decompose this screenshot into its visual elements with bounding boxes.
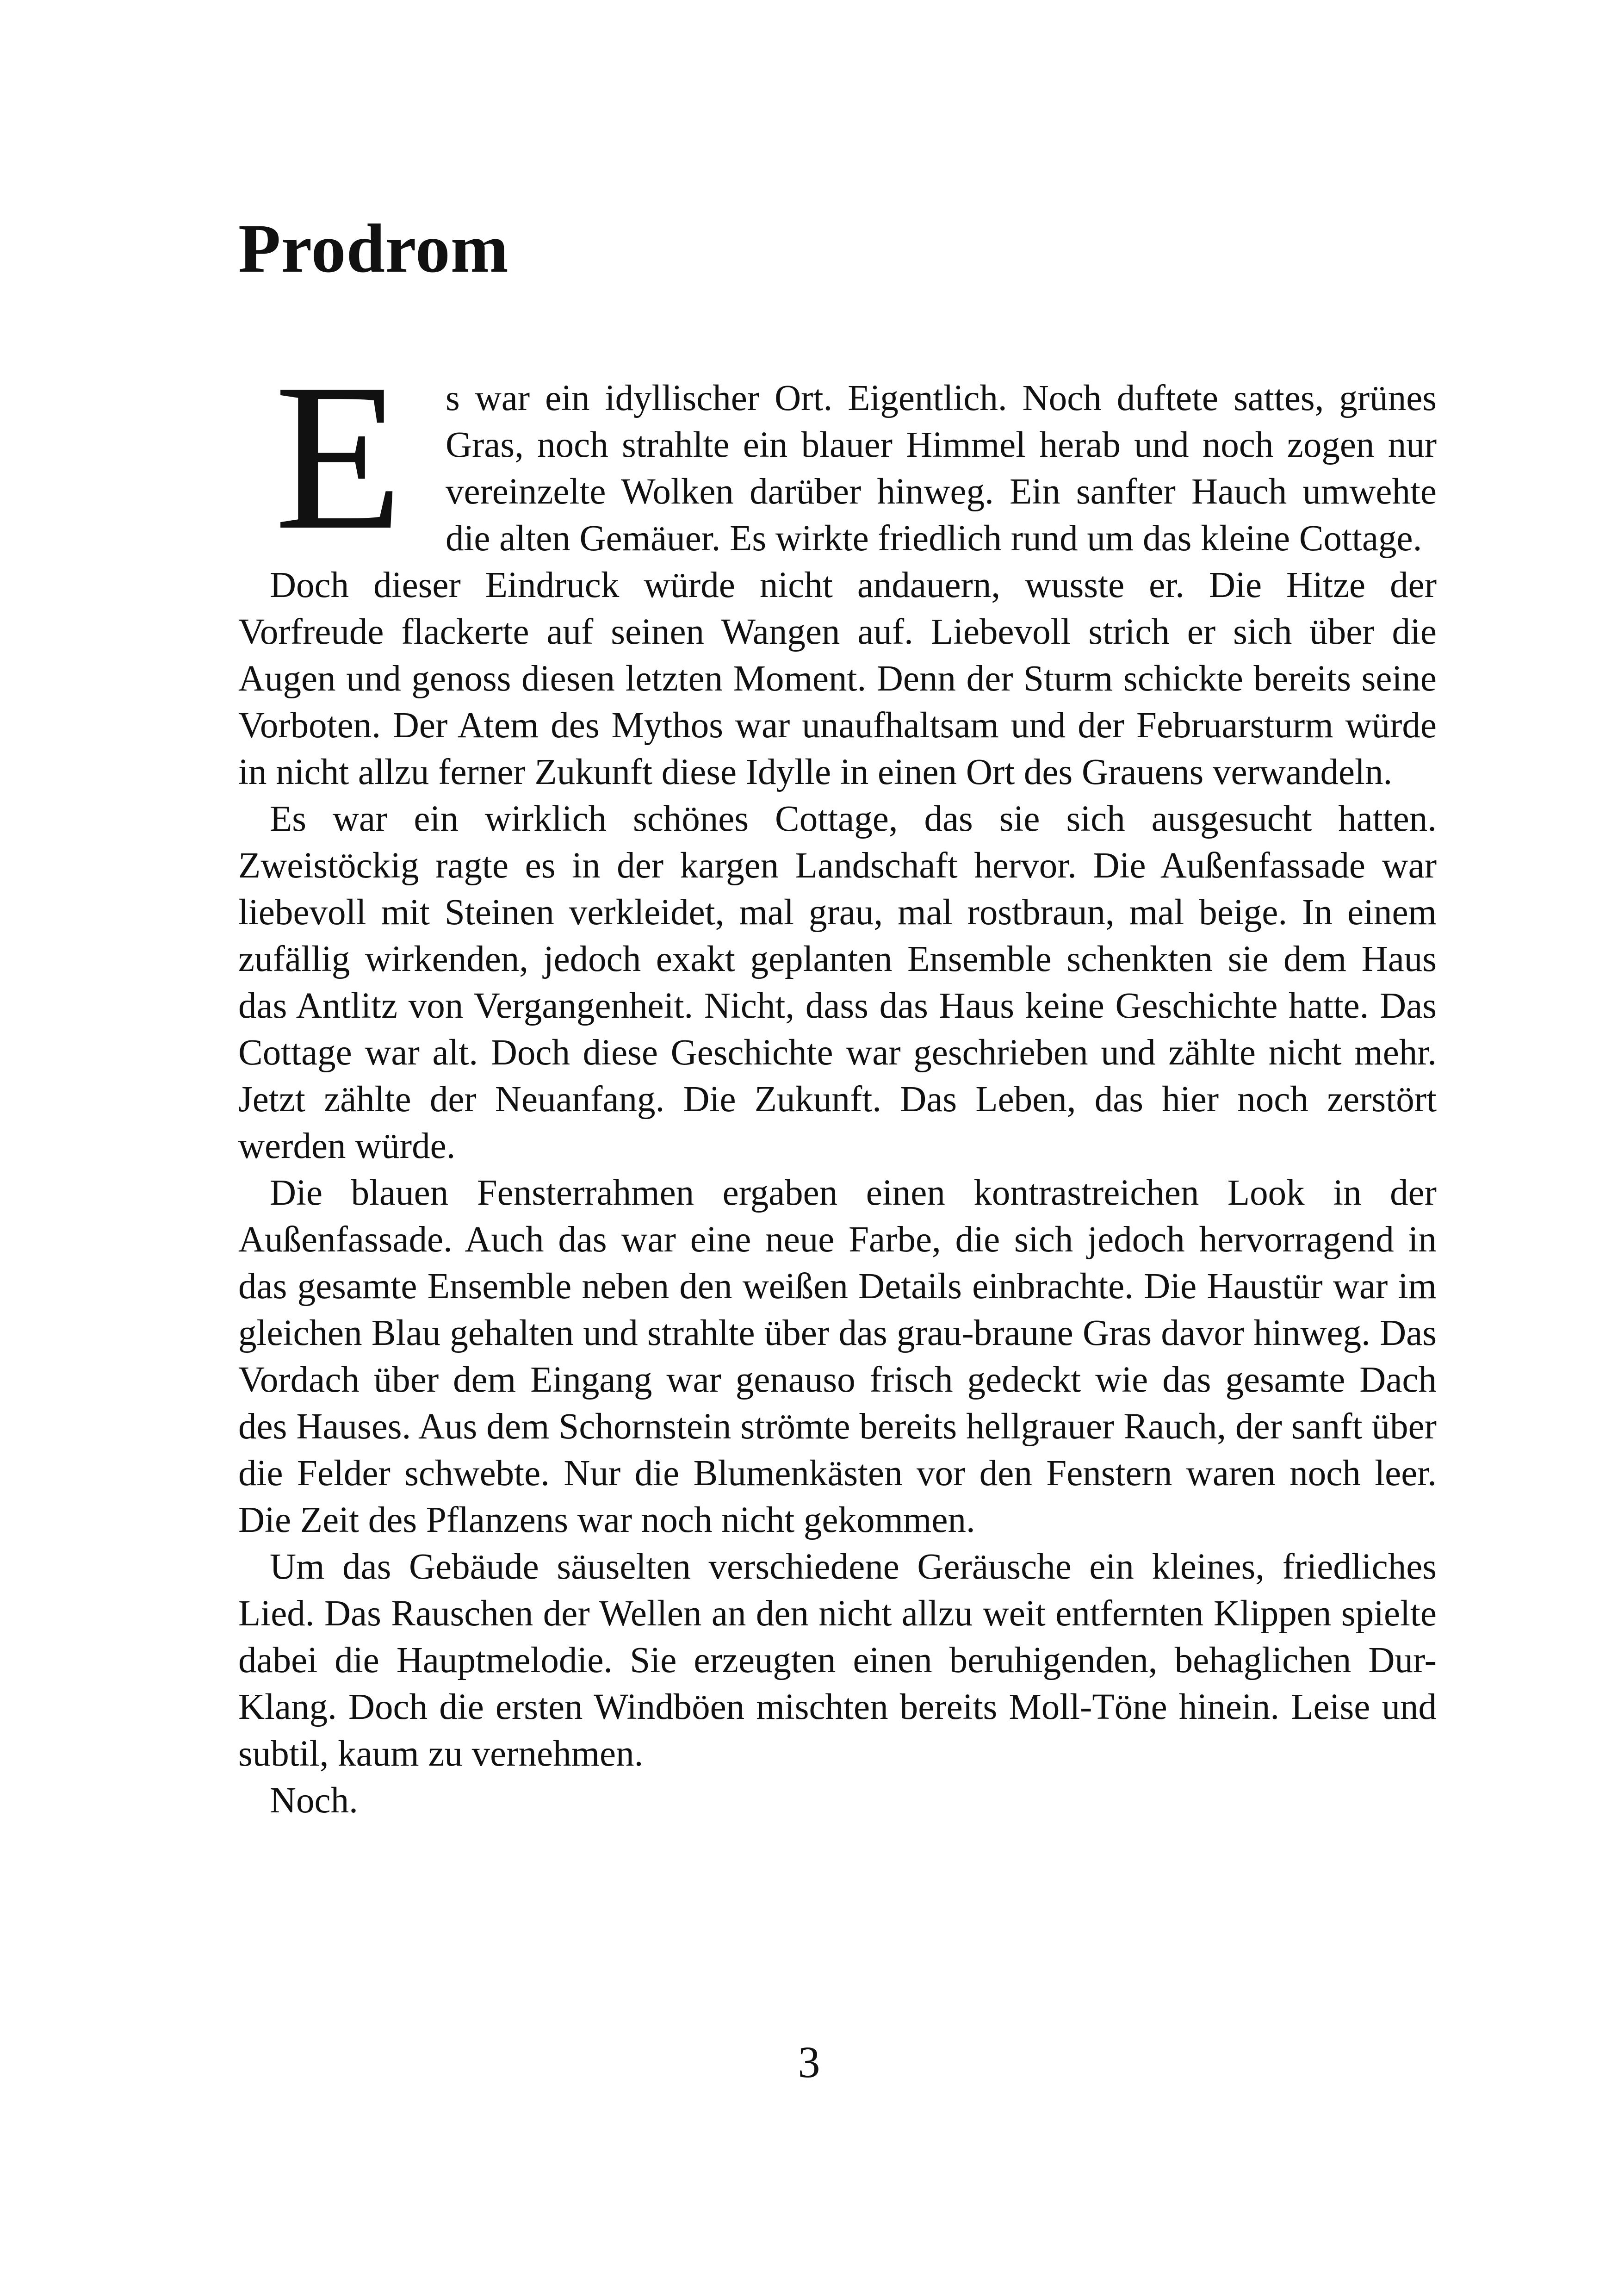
paragraph: Es war ein wirklich schönes Cottage, das sie sich ausgesucht hatten. Zweistöckig ragte es in der kargen Landschaft hervor. Die Außenfassade war liebevoll mit Steinen verkleidet, mal grau, mal rostbraun, mal beige. In einem zufällig wirkenden, jedoch exakt geplanten Ensemble schenkten sie dem Haus das Antlitz von Vergangenheit. Nicht, dass das Haus keine Geschichte hatte. Das Cottage war alt. Doch diese Geschichte war geschrieben und zählte nicht mehr. Jetzt zählte der Neuanfang. Die Zukunft. Das Leben, das hier noch zerstört werden würde. xyxy=(238,799,1437,1166)
paragraph: Um das Gebäude säuselten verschiedene Geräusche ein kleines, friedliches Lied. Das Rauschen der Wellen an den nicht allzu weit entfernten Klippen spielte dabei die Hauptmelodie. Sie erzeugten einen beruhigenden, behaglichen Dur-Klang. Doch die ersten Windböen mischten bereits Moll-Töne hinein. Leise und subtil, kaum zu vernehmen. xyxy=(238,1547,1437,1774)
paragraph: Die blauen Fensterrahmen ergaben einen kontrastreichen Look in der Außenfassade. Auch das war eine neue Farbe, die sich jedoch hervorragend in das gesamte Ensemble neben den weißen Details einbrachte. Die Haustür war im gleichen Blau gehalten und strahlte über das grau-braune Gras davor hinweg. Das Vordach über dem Eingang war genauso frisch gedeckt wie das gesamte Dach des Hauses. Aus dem Schornstein strömte bereits hellgrauer Rauch, der sanft über die Felder schwebte. Nur die Blumenkästen vor den Fenstern waren noch leer. Die Zeit des Pflanzens war noch nicht gekommen. xyxy=(238,1173,1437,1540)
body-text xyxy=(238,341,1437,1824)
paragraph: Noch. xyxy=(270,1780,358,1821)
paragraph-text: s war ein idyllischer Ort. Eigentlich. Noch duftete sattes, grünes Gras, noch strahlte ein blauer Himmel herab und noch zogen nur vereinzelte Wolken darüber hinweg. Ein sanfter Hauch umwehte die alten Gemäuer. Es wirkte friedlich rund um das kleine Cottage. xyxy=(445,378,1437,559)
paragraph: Doch dieser Eindruck würde nicht andauern, wusste er. Die Hitze der Vorfreude flackerte auf seinen Wangen auf. Liebevoll strich er sich über die Augen und genoss diesen letzten Moment. Denn der Sturm schickte bereits seine Vorboten. Der Atem des Mythos war unaufhaltsam und der Februarsturm würde in nicht allzu ferner Zukunft diese Idylle in einen Ort des Grauens verwandeln. xyxy=(238,565,1437,792)
chapter-title: Prodrom xyxy=(238,210,509,287)
paragraph xyxy=(238,341,1437,573)
drop-cap: E xyxy=(274,341,403,573)
page-number: 3 xyxy=(798,2037,820,2087)
